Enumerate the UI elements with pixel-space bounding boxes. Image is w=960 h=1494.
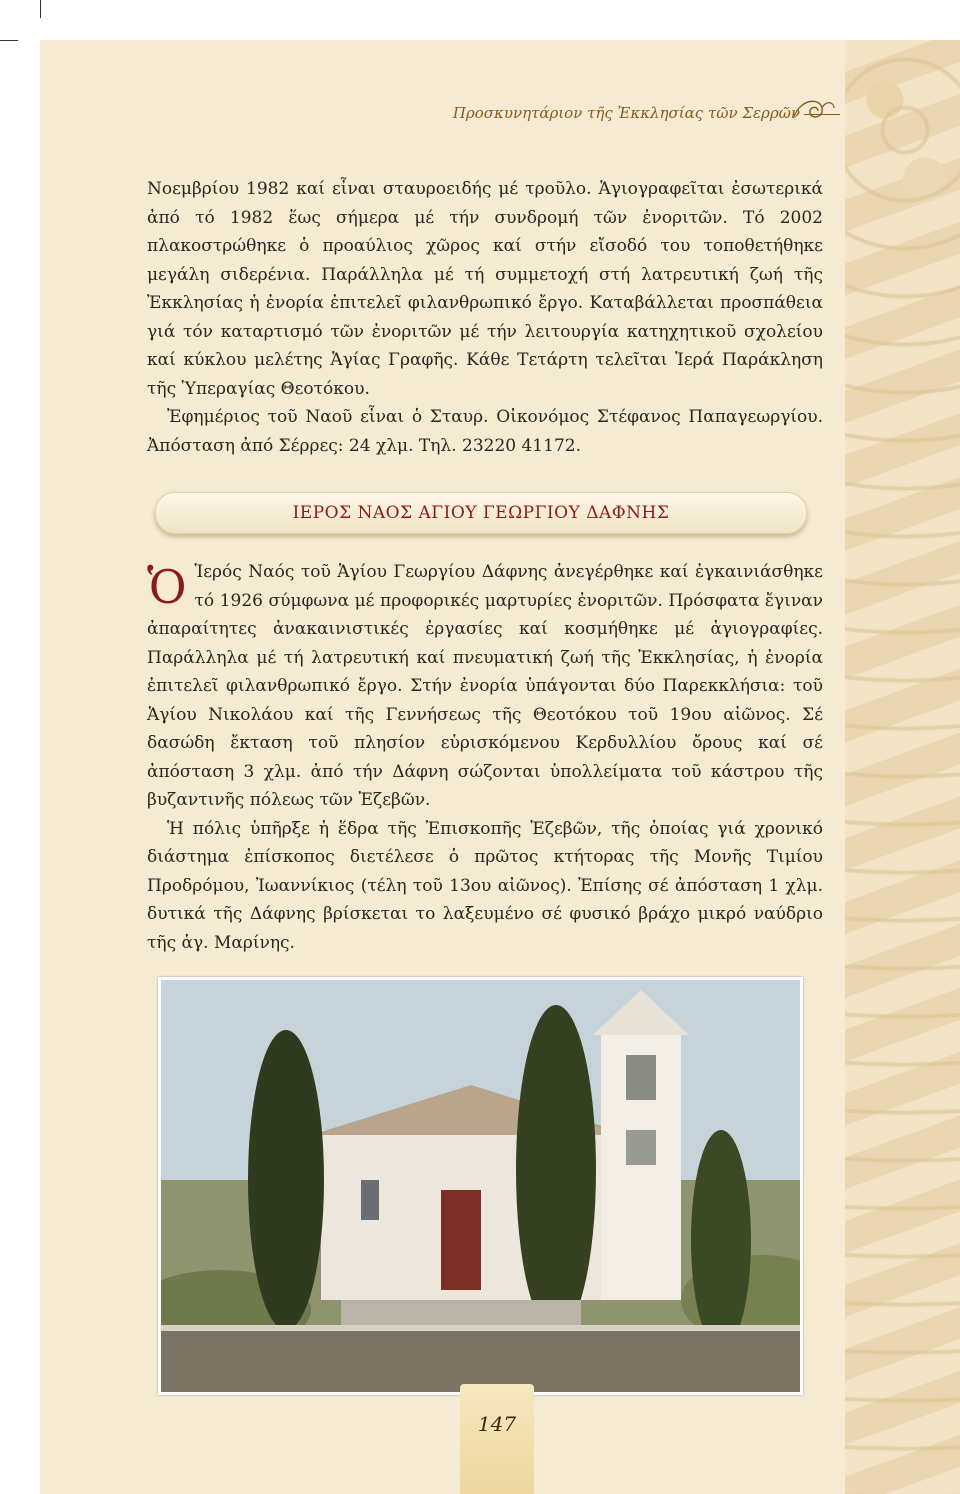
church-photo [158,977,803,1395]
crop-mark [0,40,18,41]
section-paragraph [147,558,823,815]
intro-paragraph: Νοεμβρίου 1982 καί εἶναι σταυροειδής μέ τροῦλο. Ἁγιογραφεῖται ἐσωτερικά ἀπό τό 1982 ἕως σήμερα μέ τήν συνδρομή τῶν ἐνοριτῶν. Τό 2002 πλακοστρώθηκε ὁ προαύλιος χῶρος καί στήν εἴσοδό του τοποθετήθηκε μεγάλη σιδερένια. Παράλληλα μέ τή συμμετοχή στή λατρευτική ζωή τῆς Ἐκκλησίας ἡ ἐνορία ἐπιτελεῖ φιλανθρωπικό ἔργο. Καταβάλλεται προσπάθεια γιά τόν καταρτισμό τῶν ἐνοριτῶν μέ τήν λειτουργία κατηχητικοῦ σχολείου καί κύκλου μελέτης Ἁγίας Γραφῆς. Κάθε Τετάρτη τελεῖται Ἱερά Παράκληση τῆς Ὑπεραγίας Θεοτόκου. [147,179,823,399]
section-heading-banner [155,492,807,534]
section-body [147,558,823,957]
intro-paragraph: Ἐφημέριος τοῦ Ναοῦ εἶναι ὁ Σταυρ. Οἰκονόμος Στέφανος Παπαγεωργίου. Ἀπόσταση ἀπό Σέρρες: 24 χλμ. Τηλ. 23220 41172. [147,407,823,456]
decorative-border [845,40,960,1494]
section-title: ΙΕΡΟΣ ΝΑΟΣ ΑΓΙΟΥ ΓΕΩΡΓΙΟΥ ΔΑΦΝΗΣ [292,503,670,523]
book-page [40,40,960,1494]
drop-cap: Ὁ [147,560,187,614]
page-number-tab [460,1384,534,1494]
crop-mark [40,0,41,18]
intro-text [147,175,823,460]
running-header-title: Προσκυνητάριον τῆς Ἐκκλησίας τῶν Σερρῶν [452,104,800,122]
running-header [400,104,840,122]
section-paragraph-text: Ἱερός Ναός τοῦ Ἁγίου Γεωργίου Δάφνης ἀνεγέρθηκε καί ἐγκαινιάσθηκε τό 1926 σύμφωνα μέ προφορικές μαρτυρίες ἐνοριτῶν. Πρόσφατα ἔγιναν ἀπαραίτητες ἀνακαινιστικές ἐργασίες καί κοσμήθηκε μέ ἁγιογραφίες. Παράλληλα μέ τή λατρευτική καί πνευματική ζωή τῆς Ἐκκλησίας, ἡ ἐνορία ἐπιτελεῖ φιλανθρωπικό ἔργο. Στήν ἐνορία ὑπάγονται δύο Παρεκκλήσια: τοῦ Ἁγίου Νικολάου καί τῆς Γεννήσεως τῆς Θεοτόκου τοῦ 19ου αἰῶνος. Σέ δασώδη ἔκταση τοῦ πλησίον εὑρισκόμενου Κερδυλλίου ὄρους καί σέ ἀπόσταση 3 χλμ. ἀπό τήν Δάφνη σώζονται ὑπολλείματα τοῦ κάστρου τῆς βυζαντινῆς πόλεως τῶν Ἐζεβῶν. [147,562,823,810]
church-photo-illustration [161,980,800,1392]
section-paragraph: Ἡ πόλις ὑπῆρξε ἡ ἕδρα τῆς Ἐπισκοπῆς Ἐζεβῶν, τῆς ὁποίας γιά χρονικό διάστημα ἐπίσκοπος διετέλεσε ὁ πρῶτος κτήτορας τῆς Μονῆς Τιμίου Προδρόμου, Ἰωαννίκιος (τέλη τοῦ 13ου αἰῶνος). Ἐπίσης σέ ἀπόσταση 1 χλμ. δυτικά τῆς Δάφνης βρίσκεται το λαξευμένο σέ φυσικό βράχο μικρό ναύδριο τῆς ἁγ. Μαρίνης. [147,818,823,953]
flourish-ornament-icon [792,96,836,124]
page-number: 147 [477,1412,517,1436]
